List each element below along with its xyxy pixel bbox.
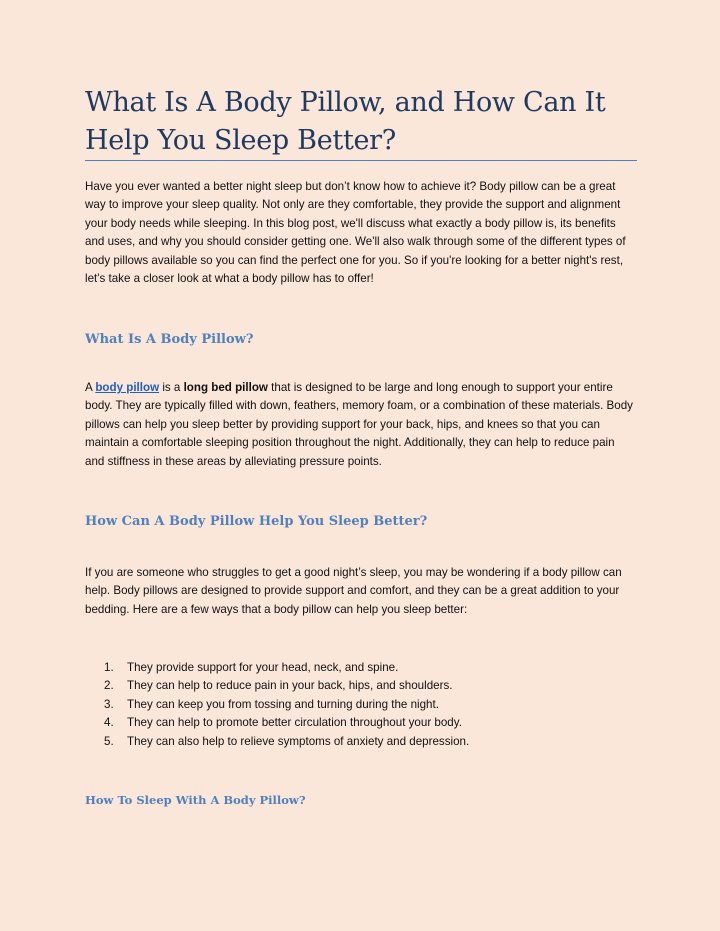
intro-paragraph: Have you ever wanted a better night sleep but don’t know how to achieve it? Body pillow can be a great way to improve your sleep quality. Not only are they comfortable, they provide the support and alignment your body needs while sleeping. In this blog post, we'll discuss what exactly a body pillow is, its benefits and uses, and why you should consider getting one. We'll also walk through some of the different types of body pillows available so you can find the perfect one for you. So if you're looking for a better night's rest, let's take a closer look at what a body pillow has to offer! <box>85 180 626 286</box>
list-number: 4. <box>104 716 114 730</box>
list-text: They can help to promote better circulation throughout your body. <box>127 716 462 730</box>
list-item <box>85 696 637 714</box>
list-item <box>85 677 637 695</box>
section-heading-how-help: How Can A Body Pillow Help You Sleep Better? <box>85 514 428 529</box>
benefits-list <box>85 659 637 751</box>
list-text: They can also help to relieve symptoms of anxiety and depression. <box>127 734 470 748</box>
list-number: 2. <box>104 679 114 693</box>
text-rest: that is designed to be large and long enough to support your entire body. They are typically filled with down, feathers, memory foam, or a combination of these materials. Body pillows can help you sleep better by providing support for your back, hips, and knees so that you can maintain a comfortable sleeping position throughout the night. Additionally, they can help to reduce pain and stiffness in these areas by alleviating pressure points. <box>85 381 633 468</box>
list-item <box>85 659 637 677</box>
list-number: 5. <box>104 734 114 748</box>
list-item <box>85 714 637 732</box>
section-what-is-paragraph <box>85 379 637 471</box>
section-how-help-paragraph: If you are someone who struggles to get a good night’s sleep, you may be wondering if a body pillow can help. Body pillows are designed to provide support and comfort, and they can be a great addition to your bedding. Here are a few ways that a body pillow can help you sleep better: <box>85 566 622 616</box>
section-heading-how-to-sleep: How To Sleep With A Body Pillow? <box>85 793 306 807</box>
section-heading-what-is: What Is A Body Pillow? <box>85 332 254 347</box>
title-underline <box>85 160 637 161</box>
body-pillow-link[interactable]: body pillow <box>95 381 160 394</box>
text-lead: A <box>85 381 96 394</box>
text-mid: is a <box>159 381 184 394</box>
list-item <box>85 733 637 751</box>
page-title: What Is A Body Pillow, and How Can It Help You Sleep Better? <box>85 87 606 156</box>
list-text: They can help to reduce pain in your back, hips, and shoulders. <box>127 679 453 693</box>
list-number: 3. <box>104 697 114 711</box>
list-number: 1. <box>104 661 114 674</box>
list-text: They provide support for your head, neck, and spine. <box>127 661 399 674</box>
bold-long-bed-pillow: long bed pillow <box>183 381 268 394</box>
list-text: They can keep you from tossing and turning during the night. <box>127 697 439 711</box>
